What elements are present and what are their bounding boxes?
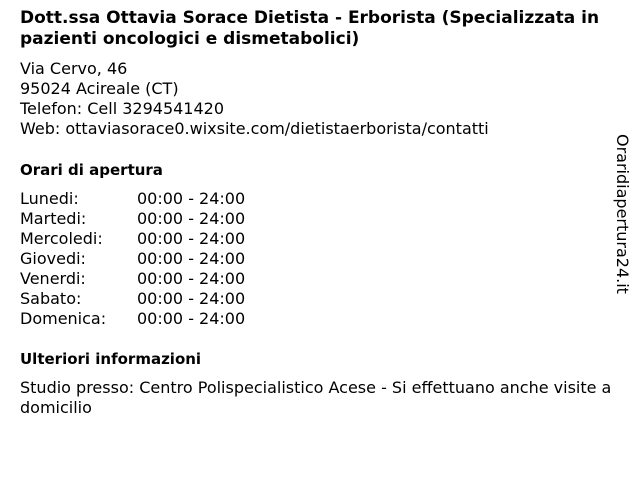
time-range: 00:00 - 24:00	[137, 209, 246, 228]
hours-table	[20, 189, 620, 329]
listing-title: Dott.ssa Ottavia Sorace Dietista - Erborista (Specializzata in pazienti oncologici e dismetabolici)	[20, 8, 600, 49]
time-range: 00:00 - 24:00	[137, 249, 246, 268]
listing-card	[20, 8, 620, 418]
time-range: 00:00 - 24:00	[137, 189, 246, 208]
contact-block	[20, 59, 620, 139]
website-text: Web: ottaviasorace0.wixsite.com/dietistaerborista/contatti	[20, 119, 489, 138]
hours-heading: Orari di apertura	[20, 161, 163, 179]
day-label: Mercoledi:	[20, 229, 103, 248]
time-range: 00:00 - 24:00	[137, 309, 246, 328]
hours-row-sunday	[20, 309, 620, 329]
hours-row-monday	[20, 189, 620, 209]
day-label: Sabato:	[20, 289, 82, 308]
brand-watermark: Oraridiapertura24.it	[613, 134, 632, 294]
time-range: 00:00 - 24:00	[137, 269, 246, 288]
address-street: Via Cervo, 46	[20, 59, 128, 78]
day-label: Venerdi:	[20, 269, 86, 288]
info-text: Studio presso: Centro Polispecialistico Acese - Si effettuano anche visite a domicilio	[20, 378, 612, 417]
info-heading: Ulteriori informazioni	[20, 350, 202, 368]
hours-row-saturday	[20, 289, 620, 309]
day-label: Domenica:	[20, 309, 107, 328]
day-label: Martedi:	[20, 209, 87, 228]
day-label: Giovedi:	[20, 249, 86, 268]
hours-row-tuesday	[20, 209, 620, 229]
phone-text: Telefon: Cell 3294541420	[20, 99, 225, 118]
day-label: Lunedi:	[20, 189, 79, 208]
time-range: 00:00 - 24:00	[137, 289, 246, 308]
hours-row-wednesday	[20, 229, 620, 249]
time-range: 00:00 - 24:00	[137, 229, 246, 248]
hours-row-thursday	[20, 249, 620, 269]
address-city: 95024 Acireale (CT)	[20, 79, 179, 98]
hours-row-friday	[20, 269, 620, 289]
